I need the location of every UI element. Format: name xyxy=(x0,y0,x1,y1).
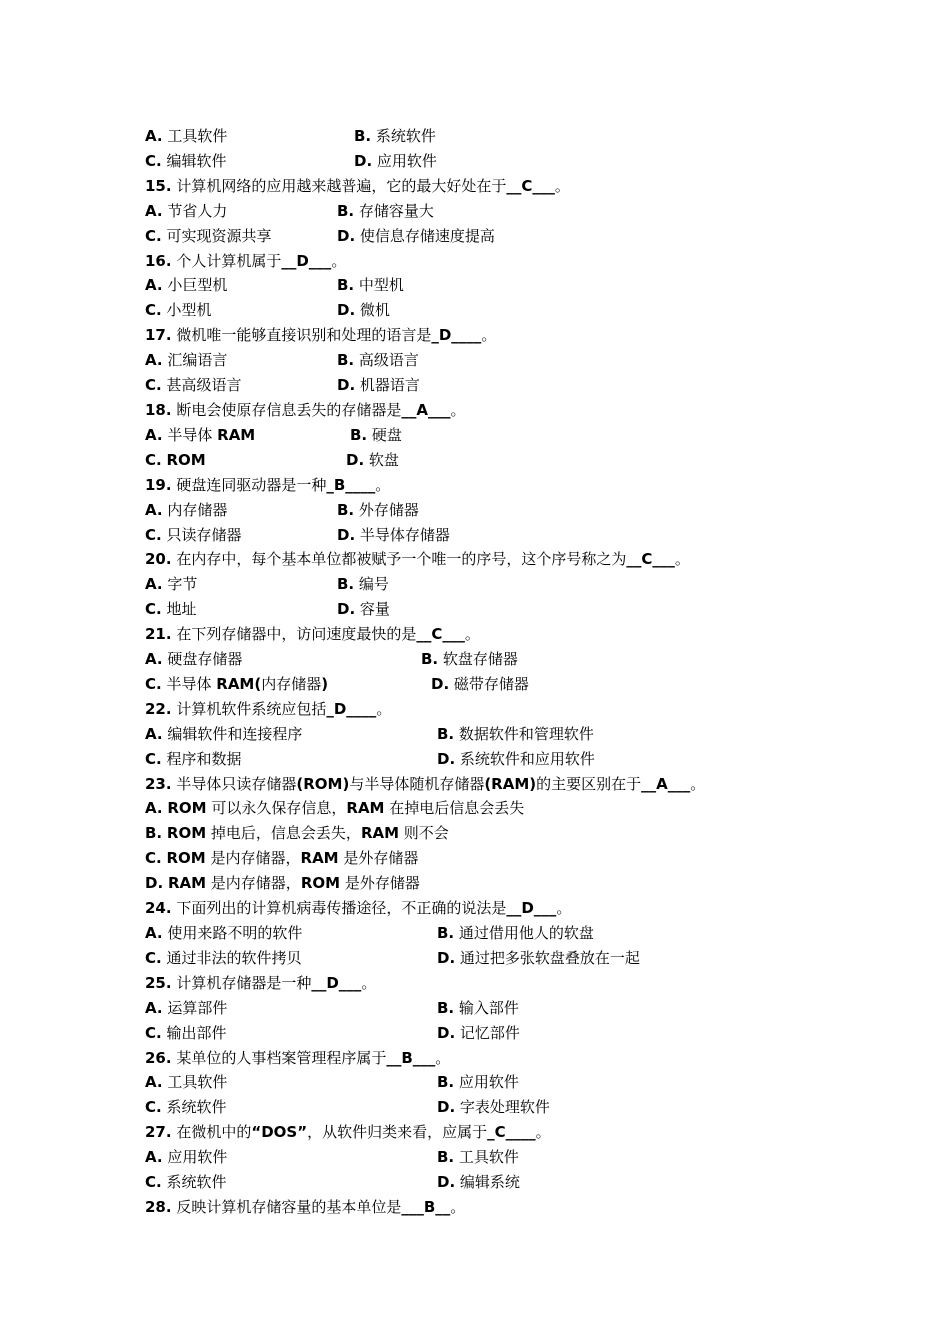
option-left: C. 小型机 xyxy=(145,301,212,320)
option-left: C. 系统软件 xyxy=(145,1098,227,1117)
option-line xyxy=(145,672,845,697)
option-right: B. 通过借用他人的软盘 xyxy=(437,924,594,942)
option-right: D. 系统软件和应用软件 xyxy=(437,749,595,768)
option-left: A. 字节 xyxy=(145,575,198,594)
option-line xyxy=(145,647,845,672)
option-line xyxy=(145,523,845,548)
option-left: C. 地址 xyxy=(145,600,197,619)
option-left: C. 通过非法的软件拷贝 xyxy=(145,948,302,967)
question-text: 23. 半导体只读存储器(ROM)与半导体随机存储器(RAM)的主要区别在于__A___。 xyxy=(145,774,706,793)
option-left: A. 内存储器 xyxy=(145,500,228,519)
option-left: A. 硬盘存储器 xyxy=(145,650,243,669)
option-left: A. 工具软件 xyxy=(145,127,228,145)
option-right: D. 字表处理软件 xyxy=(437,1098,550,1117)
question-text: 21. 在下列存储器中，访问速度最快的是__C___。 xyxy=(145,625,480,644)
option-right: B. 数据软件和管理软件 xyxy=(437,724,594,743)
question-line xyxy=(145,249,845,274)
question-line xyxy=(145,896,845,921)
option-line xyxy=(145,224,845,249)
option-line xyxy=(145,1095,845,1120)
option-right: B. 高级语言 xyxy=(337,351,419,370)
option-right: D. 编辑系统 xyxy=(437,1173,520,1192)
option-left: A. 小巨型机 xyxy=(145,276,228,295)
option-left: C. 系统软件 xyxy=(145,1173,227,1192)
option-right: D. 半导体存储器 xyxy=(337,525,450,544)
option-left: C. 输出部件 xyxy=(145,1023,227,1042)
option-right: B. 编号 xyxy=(337,575,389,594)
option-left: A. 半导体 RAM xyxy=(145,425,256,444)
option-left: A. 运算部件 xyxy=(145,998,228,1017)
question-text: D. RAM 是内存储器，ROM 是外存储器 xyxy=(145,874,420,893)
question-line xyxy=(145,846,845,871)
option-left: A. 使用来路不明的软件 xyxy=(145,924,303,942)
option-line xyxy=(145,572,845,597)
option-right: D. 容量 xyxy=(337,600,390,619)
question-text: 15. 计算机网络的应用越来越普遍，它的最大好处在于__C___。 xyxy=(145,176,570,195)
question-text: 20. 在内存中，每个基本单位都被赋予一个唯一的序号，这个序号称之为__C___。 xyxy=(145,550,690,569)
document-body xyxy=(145,124,845,1220)
option-right: B. 软盘存储器 xyxy=(421,650,518,669)
option-line xyxy=(145,448,845,473)
option-line xyxy=(145,423,845,448)
option-line xyxy=(145,946,845,971)
question-text: B. ROM 掉电后，信息会丢失，RAM 则不会 xyxy=(145,824,449,843)
option-left: A. 汇编语言 xyxy=(145,351,228,370)
question-text: 24. 下面列出的计算机病毒传播途径，不正确的说法是__D___。 xyxy=(145,899,572,918)
question-line xyxy=(145,174,845,199)
question-line xyxy=(145,473,845,498)
option-left: A. 编辑软件和连接程序 xyxy=(145,724,303,743)
option-line xyxy=(145,149,845,174)
question-line xyxy=(145,398,845,423)
option-right: D. 使信息存储速度提高 xyxy=(337,226,495,245)
option-line xyxy=(145,373,845,398)
option-line xyxy=(145,597,845,622)
question-text: 18. 断电会使原存信息丢失的存储器是__A___。 xyxy=(145,400,466,419)
option-line xyxy=(145,498,845,523)
question-line xyxy=(145,697,845,722)
question-line xyxy=(145,1195,845,1220)
question-text: C. ROM 是内存储器，RAM 是外存储器 xyxy=(145,849,419,868)
option-line xyxy=(145,1070,845,1095)
question-line xyxy=(145,1120,845,1145)
question-line xyxy=(145,796,845,821)
question-text: 28. 反映计算机存储容量的基本单位是___B__。 xyxy=(145,1197,466,1216)
option-line xyxy=(145,298,845,323)
question-text: A. ROM 可以永久保存信息，RAM 在掉电后信息会丢失 xyxy=(145,799,525,818)
option-left: C. 甚高级语言 xyxy=(145,376,242,395)
option-line xyxy=(145,921,845,946)
option-line xyxy=(145,273,845,298)
option-left: C. ROM xyxy=(145,450,206,469)
option-left: A. 应用软件 xyxy=(145,1148,228,1167)
option-line xyxy=(145,199,845,224)
question-line xyxy=(145,622,845,647)
option-right: D. 记忆部件 xyxy=(437,1023,520,1042)
option-right: D. 应用软件 xyxy=(354,151,437,170)
option-line xyxy=(145,1145,845,1170)
option-right: B. 应用软件 xyxy=(437,1073,519,1092)
option-right: D. 微机 xyxy=(337,301,390,320)
question-text: 22. 计算机软件系统应包括_D____。 xyxy=(145,699,392,718)
option-right: B. 外存储器 xyxy=(337,500,419,519)
option-right: D. 软盘 xyxy=(346,450,399,469)
option-right: D. 机器语言 xyxy=(337,376,420,395)
question-line xyxy=(145,1046,845,1071)
question-text: 27. 在微机中的“DOS”，从软件归类来看，应属于_C____。 xyxy=(145,1123,551,1142)
question-line xyxy=(145,821,845,846)
question-line xyxy=(145,547,845,572)
question-text: 25. 计算机存储器是一种__D___。 xyxy=(145,973,377,992)
option-line xyxy=(145,1021,845,1046)
option-left: C. 可实现资源共享 xyxy=(145,226,272,245)
option-left: C. 只读存储器 xyxy=(145,525,242,544)
option-right: D. 通过把多张软盘叠放在一起 xyxy=(437,948,640,967)
option-line xyxy=(145,1170,845,1195)
question-text: 17. 微机唯一能够直接识别和处理的语言是_D____。 xyxy=(145,326,497,345)
option-left: C. 程序和数据 xyxy=(145,749,242,768)
option-line xyxy=(145,722,845,747)
option-left: C. 半导体 RAM(内存储器) xyxy=(145,674,329,693)
option-line xyxy=(145,124,845,149)
option-line xyxy=(145,348,845,373)
option-right: B. 存储容量大 xyxy=(337,201,434,220)
option-right: B. 系统软件 xyxy=(354,127,436,145)
question-line xyxy=(145,971,845,996)
question-text: 26. 某单位的人事档案管理程序属于__B___。 xyxy=(145,1048,451,1067)
option-line xyxy=(145,747,845,772)
option-left: A. 节省人力 xyxy=(145,201,228,220)
question-text: 19. 硬盘连同驱动器是一种_B____。 xyxy=(145,475,391,494)
option-line xyxy=(145,996,845,1021)
option-left: C. 编辑软件 xyxy=(145,151,227,170)
option-right: B. 输入部件 xyxy=(437,998,519,1017)
option-right: D. 磁带存储器 xyxy=(431,674,529,693)
option-right: B. 工具软件 xyxy=(437,1148,519,1167)
question-line xyxy=(145,772,845,797)
option-left: A. 工具软件 xyxy=(145,1073,228,1092)
option-right: B. 硬盘 xyxy=(350,425,402,444)
option-right: B. 中型机 xyxy=(337,276,404,295)
question-line xyxy=(145,871,845,896)
question-line xyxy=(145,323,845,348)
question-text: 16. 个人计算机属于__D___。 xyxy=(145,251,347,270)
